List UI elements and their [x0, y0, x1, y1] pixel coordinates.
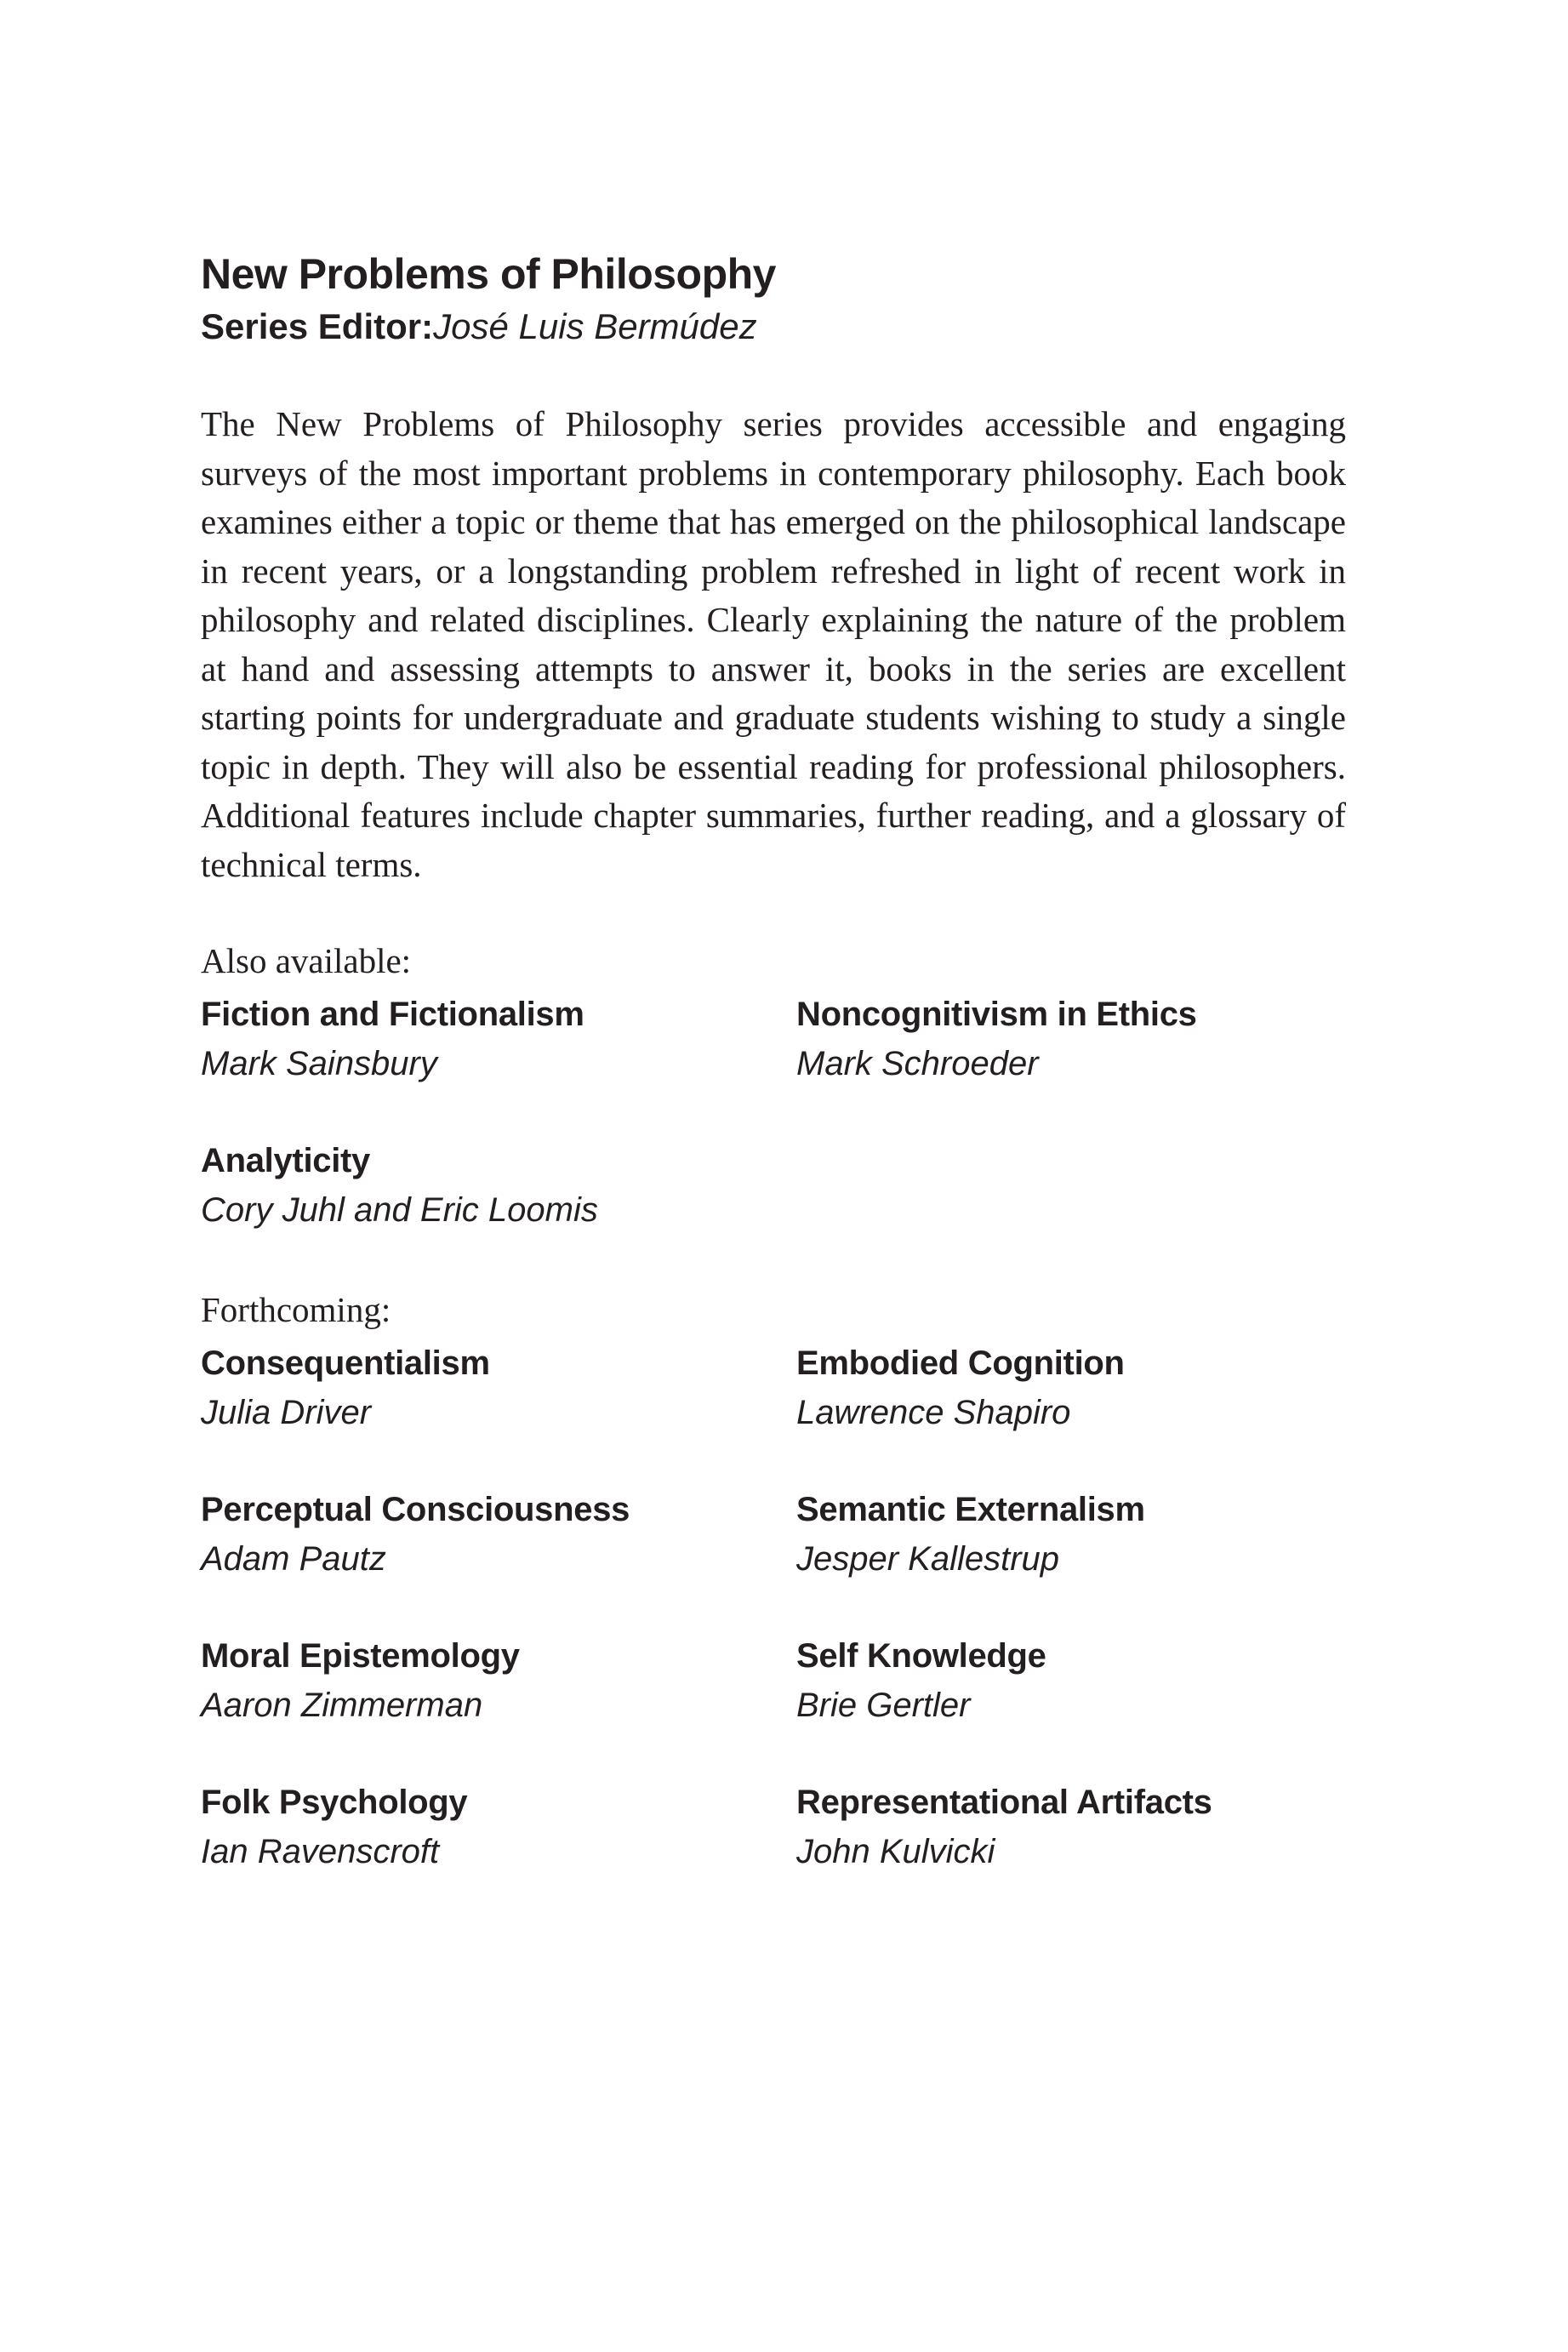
book-entry	[796, 1778, 1346, 1876]
book-title: Moral Epistemology	[201, 1637, 520, 1675]
book-author: John Kulvicki	[796, 1833, 995, 1870]
book-title: Representational Artifacts	[796, 1784, 1212, 1821]
book-author: Julia Driver	[201, 1394, 372, 1431]
book-entry	[201, 1136, 796, 1235]
forthcoming-label: Forthcoming:	[201, 1290, 391, 1329]
book-title: Folk Psychology	[201, 1784, 468, 1821]
book-entry	[201, 1631, 796, 1730]
book-entry	[201, 1485, 796, 1584]
also-available-list	[201, 990, 1346, 1235]
book-author: Mark Sainsbury	[201, 1045, 437, 1082]
book-title: Embodied Cognition	[796, 1344, 1125, 1382]
series-description: The New Problems of Philosophy series provides accessible and engaging surveys of the most important problems in contemporary philosophy. Each book examines either a topic or theme that has emerged on the philosophical landscape in recent years, or a longstanding problem refreshed in light of recent work in philosophy and related disciplines. Clearly explaining the nature of the problem at hand and assessing attempts to answer it, books in the series are excellent starting points for undergraduate and graduate students wishing to study a single topic in depth. They will also be essential reading for professional philosophers. Additional features include chapter summaries, further reading, and a glossary of technical terms.	[201, 404, 1346, 884]
forthcoming-list	[201, 1339, 1346, 1876]
book-entry	[796, 990, 1346, 1088]
book-entry	[201, 1339, 796, 1437]
book-author: Brie Gertler	[796, 1687, 971, 1724]
book-entry	[796, 1631, 1346, 1730]
book-title: Consequentialism	[201, 1344, 490, 1382]
book-entry	[201, 990, 796, 1088]
series-title: New Problems of Philosophy	[201, 250, 776, 298]
book-author: Aaron Zimmerman	[201, 1687, 483, 1724]
series-page-content	[201, 247, 1346, 1876]
series-editor-line	[201, 301, 1346, 352]
book-entry	[201, 1778, 796, 1876]
book-title: Analyticity	[201, 1142, 370, 1179]
also-available-label: Also available:	[201, 941, 412, 980]
book-entry	[796, 1339, 1346, 1437]
book-author: Mark Schroeder	[796, 1045, 1039, 1082]
book-author: Lawrence Shapiro	[796, 1394, 1071, 1431]
book-author: Adam Pautz	[201, 1540, 386, 1578]
book-author: Ian Ravenscroft	[201, 1833, 440, 1870]
book-title: Self Knowledge	[796, 1637, 1046, 1675]
series-editor-name: José Luis Bermúdez	[433, 306, 757, 346]
book-author: Jesper Kallestrup	[796, 1540, 1060, 1578]
book-title: Noncognitivism in Ethics	[796, 996, 1197, 1033]
book-title: Fiction and Fictionalism	[201, 996, 584, 1033]
series-editor-label: Series Editor:	[201, 306, 434, 346]
book-entry	[796, 1485, 1346, 1584]
book-author: Cory Juhl and Eric Loomis	[201, 1191, 598, 1229]
book-title: Semantic Externalism	[796, 1491, 1145, 1528]
book-title: Perceptual Consciousness	[201, 1491, 630, 1528]
